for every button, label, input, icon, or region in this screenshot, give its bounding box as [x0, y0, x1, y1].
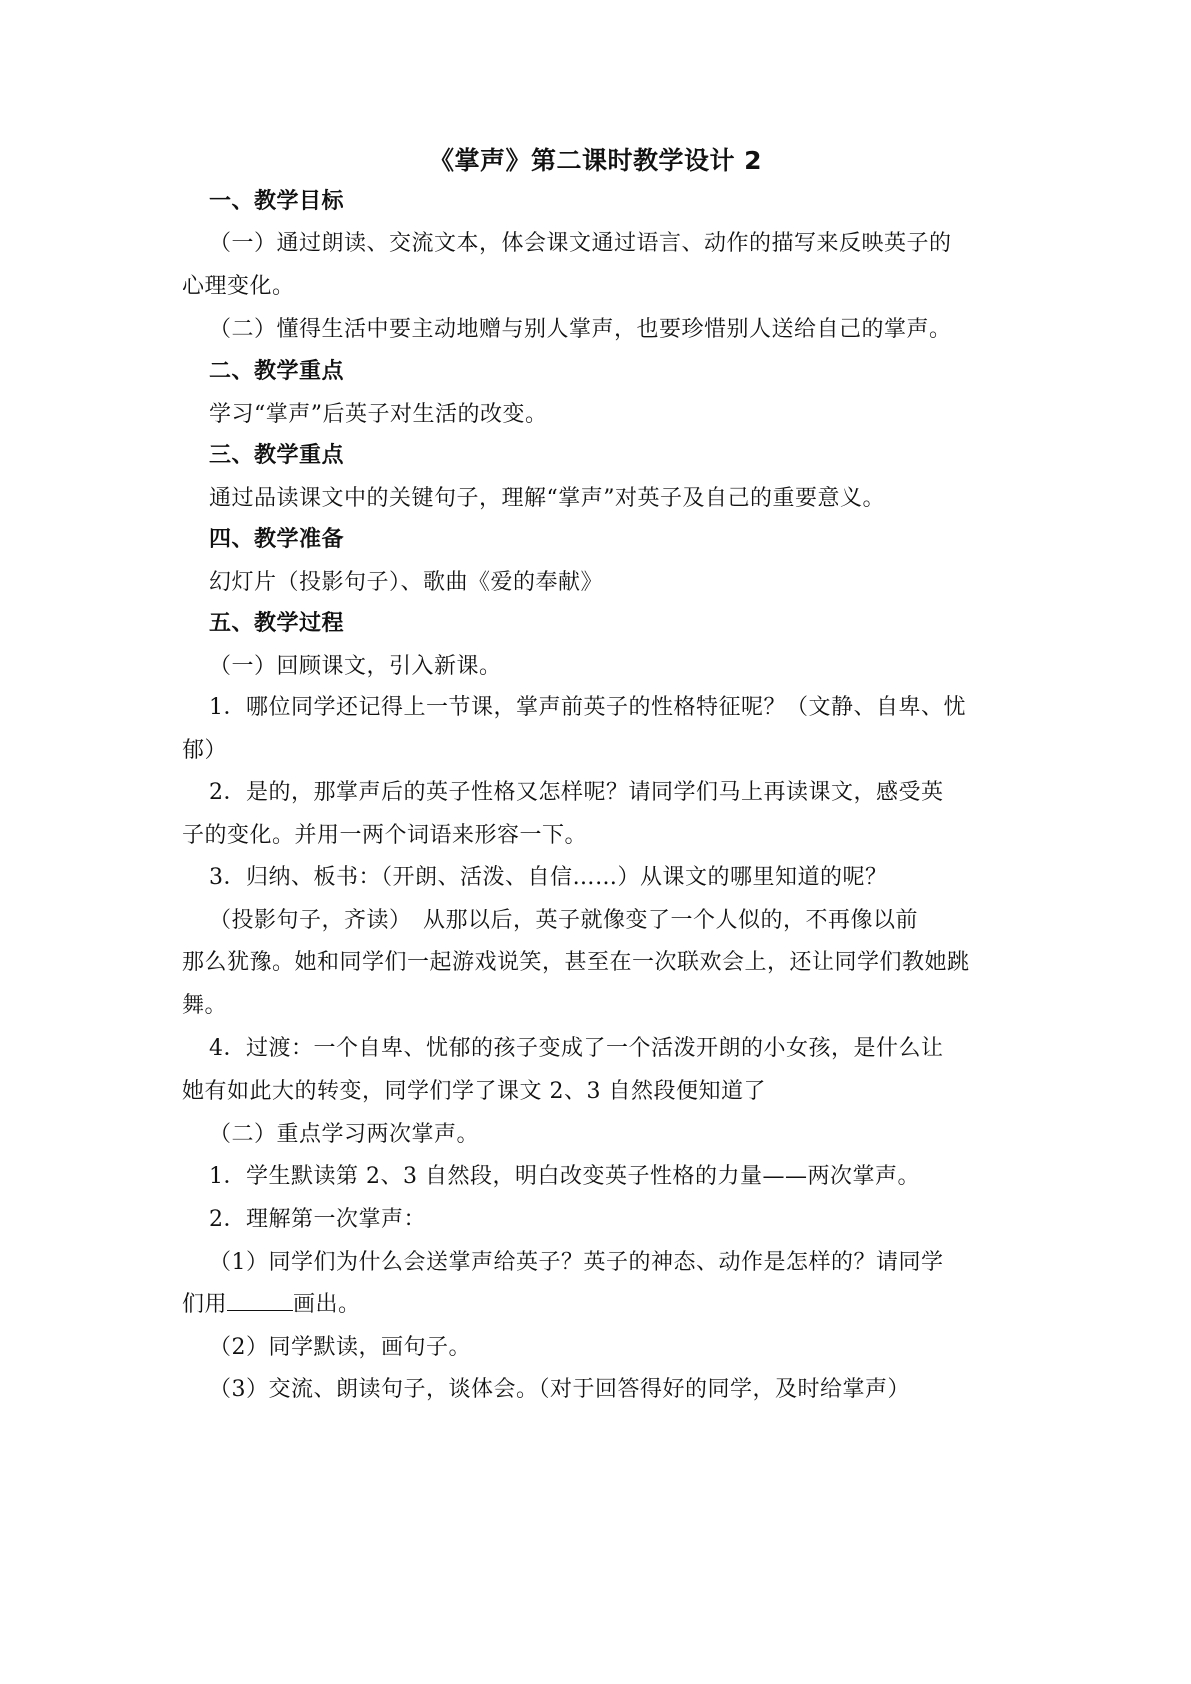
text-segment: 画出。 — [293, 1292, 361, 1317]
paragraph: 心理变化。 — [182, 274, 295, 299]
paragraph: （二）重点学习两次掌声。 — [209, 1122, 480, 1147]
paragraph: （二）懂得生活中要主动地赠与别人掌声，也要珍惜别人送给自己的掌声。 — [209, 317, 952, 342]
paragraph: 幻灯片（投影句子）、歌曲《爱的奉献》 — [209, 570, 604, 595]
paragraph: 子的变化。并用一两个词语来形容一下。 — [182, 823, 588, 848]
section-heading-key-points: 二、教学重点 — [209, 359, 345, 384]
paragraph: 1．哪位同学还记得上一节课，掌声前英子的性格特征呢？（文静、自卑、忧 — [209, 695, 966, 720]
paragraph: 1．学生默读第 2、3 自然段，明白改变英子性格的力量——两次掌声。 — [209, 1164, 920, 1189]
paragraph: （2）同学默读，画句子。 — [209, 1335, 471, 1360]
fill-in-blank-line — [227, 1290, 293, 1311]
paragraph: 郁） — [182, 738, 228, 763]
paragraph: （一）通过朗读、交流文本，体会课文通过语言、动作的描写来反映英子的 — [209, 231, 952, 256]
paragraph: 学习“掌声”后英子对生活的改变。 — [209, 402, 548, 427]
paragraph: 3．归纳、板书：（开朗、活泼、自信……）从课文的哪里知道的呢？ — [209, 865, 888, 890]
section-heading-process: 五、教学过程 — [209, 611, 345, 636]
paragraph: （1）同学们为什么会送掌声给英子？英子的神态、动作是怎样的？请同学 — [209, 1250, 944, 1275]
section-heading-objectives: 一、教学目标 — [209, 189, 345, 214]
section-heading-key-points-2: 三、教学重点 — [209, 443, 345, 468]
text-segment: 们用 — [182, 1292, 228, 1317]
quoted-passage: 那么犹豫。她和同学们一起游戏说笑，甚至在一次联欢会上，还让同学们教她跳 — [182, 950, 970, 975]
quoted-passage: 舞。 — [182, 993, 228, 1018]
section-heading-preparation: 四、教学准备 — [209, 527, 345, 552]
quoted-passage: （投影句子，齐读） 从那以后，英子就像变了一个人似的，不再像以前 — [209, 908, 919, 933]
paragraph: （一）回顾课文，引入新课。 — [209, 654, 502, 679]
document-title: 《掌声》第二课时教学设计 2 — [428, 146, 763, 175]
paragraph: 2．是的，那掌声后的英子性格又怎样呢？请同学们马上再读课文，感受英 — [209, 780, 944, 805]
paragraph: 她有如此大的转变，同学们学了课文 2、3 自然段便知道了 — [182, 1079, 766, 1104]
paragraph: 2．理解第一次掌声： — [209, 1207, 426, 1232]
paragraph: 通过品读课文中的关键句子，理解“掌声”对英子及自己的重要意义。 — [209, 486, 885, 511]
paragraph-with-blank — [182, 1290, 1022, 1320]
paragraph: （3）交流、朗读句子，谈体会。（对于回答得好的同学，及时给掌声） — [209, 1377, 910, 1402]
paragraph: 4．过渡：一个自卑、忧郁的孩子变成了一个活泼开朗的小女孩，是什么让 — [209, 1036, 944, 1061]
